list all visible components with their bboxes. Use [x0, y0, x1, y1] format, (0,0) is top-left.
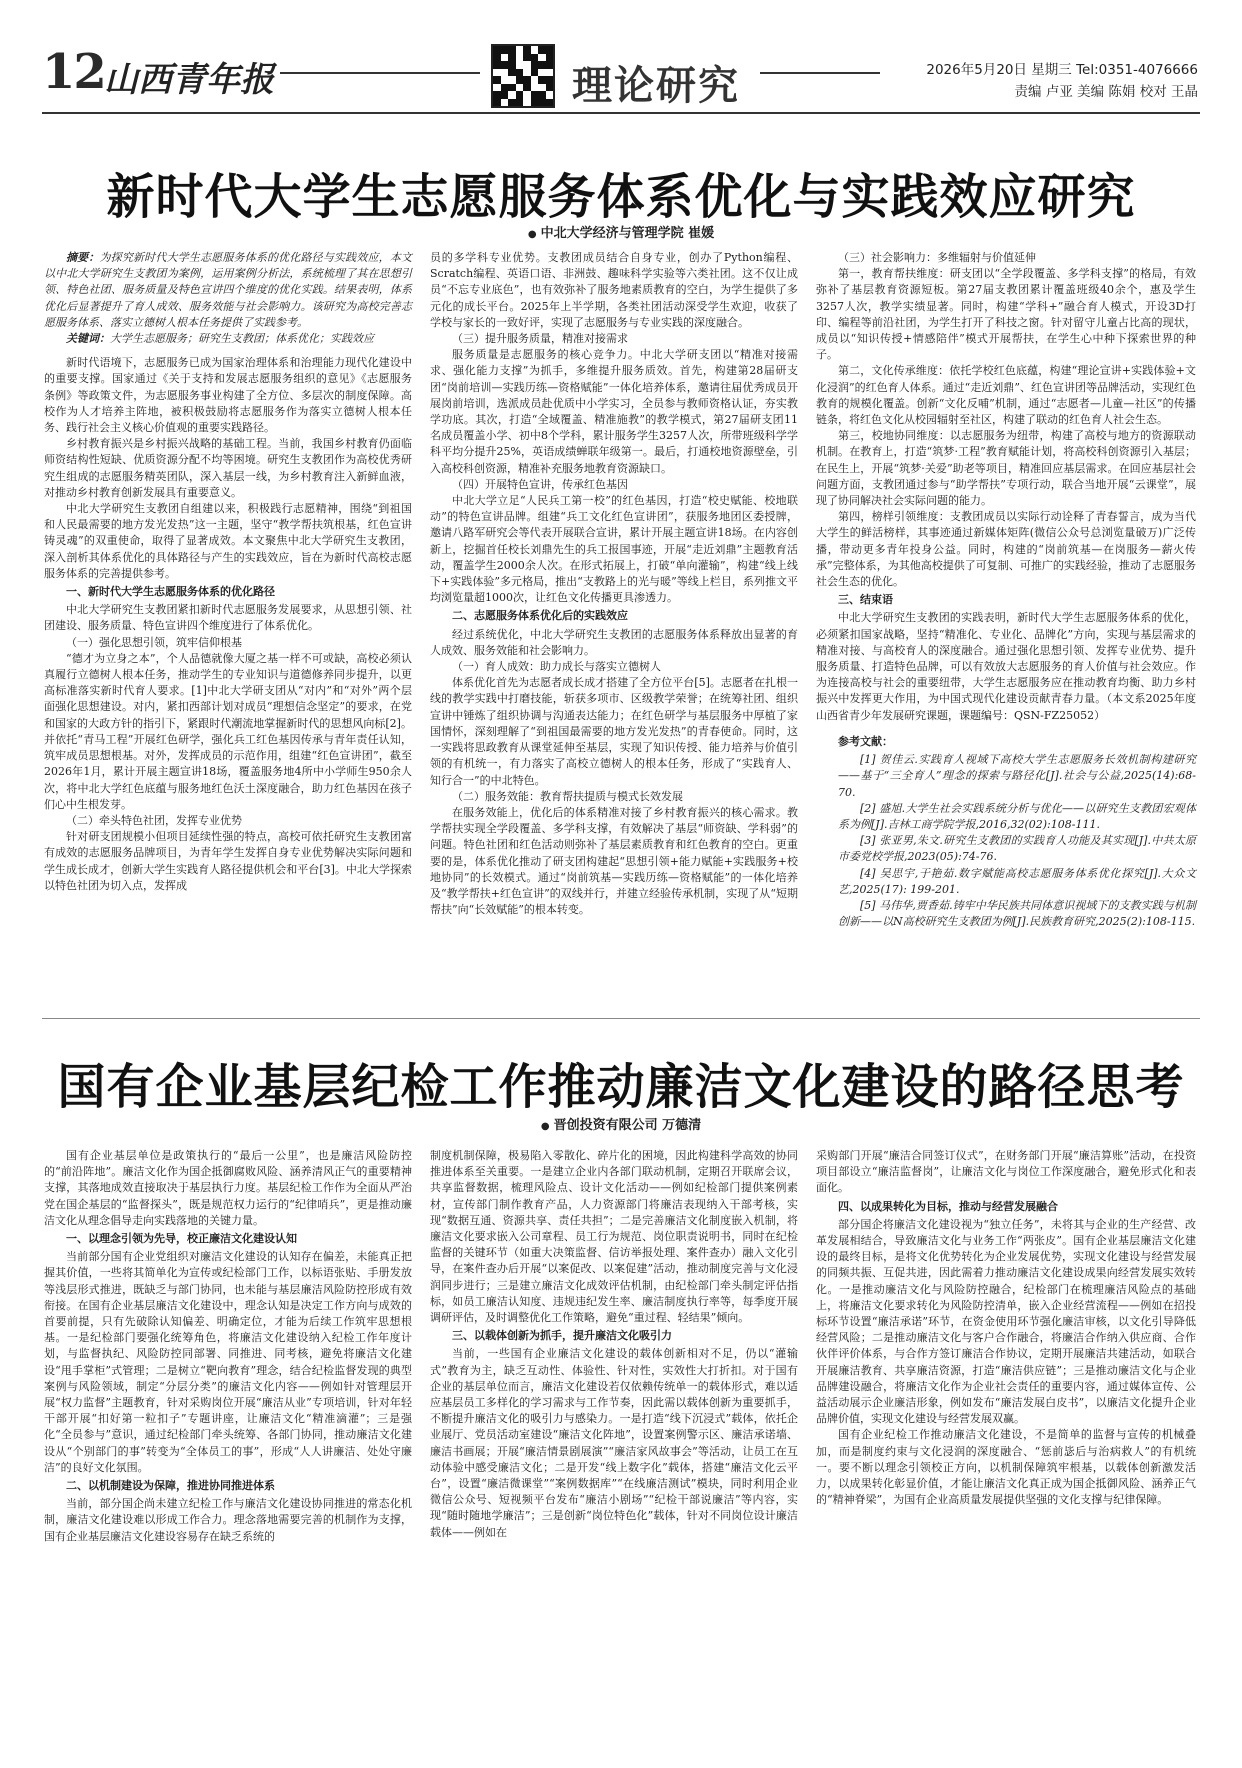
body-paragraph: 第四，榜样引领维度：支教团成员以实际行动诠释了青春誓言，成为当代大学生的鲜活榜样，其事迹通过新媒体矩阵(微信公众号总浏览量破万)广泛传播，带动更多青年投身公益。同时，构建的“岗前筑基—在岗服务—薪火传承”完整体系，为其他高校提供了可复制、可推广的实践经验，推动了志愿服务社会生态的优化。	[816, 510, 1196, 589]
qr-module	[516, 76, 524, 84]
keywords-label: 关键词：	[66, 332, 110, 346]
article2-title: 国有企业基层纪检工作推动廉洁文化建设的路径思考	[57, 1059, 1185, 1115]
spacer	[816, 724, 1196, 732]
body-paragraph: 国有企业基层单位是政策执行的“最后一公里”，也是廉洁风险防控的“前沿阵地”。廉洁文化作为国企抵御腐败风险、涵养清风正气的重要精神支撑，其落地成效直接取决于基层执行力度。基层纪检工作作为全面从严治党在国企基层的“监督探头”，既是规范权力运行的“纪律哨兵”，更是推动廉洁文化从理念倡导走向实践落地的关键力量。	[44, 1149, 412, 1227]
qr-module	[508, 76, 516, 84]
body-paragraph: 当前，一些国有企业廉洁文化建设的载体创新相对不足，仍以“灌输式”教育为主，缺乏互动性、体验性、针对性，实效性大打折扣。对于国有企业的基层单位而言，廉洁文化建设若仅依赖传统单一的载体形式，难以适应基层员工多样化的学习需求与工作节奏，因此需以载体创新为重要抓手，不断提升廉洁文化的吸引力与感染力。一是打造“线下沉浸式”载体，依托企业展厅、党员活动室建设“廉洁文化阵地”，设置案例警示区、廉洁承诺墙、廉洁书画展；开展“廉洁情景剧展演”“廉洁家风故事会”等活动，让员工在互动体验中感受廉洁文化；二是开发“线上数字化”载体，搭建“廉洁文化云平台”，设置“廉洁微课堂”“案例数据库”“在线廉洁测试”模块，同时利用企业微信公众号、短视频平台发布“廉洁小剧场”“纪检干部说廉洁”等内容，实现“随时随地学廉洁”；三是创新“岗位特色化”载体，针对不同岗位设计廉洁载体——例如在	[430, 1347, 798, 1539]
body-paragraph: 部分国企将廉洁文化建设视为“独立任务”，未将其与企业的生产经营、改革发展相结合，导致廉洁文化与业务工作“两张皮”。国有企业基层廉洁文化建设的最终目标，是将文化优势转化为企业发展优势，实现文化建设与经营发展的同频共振、互促共进，因此需着力推动廉洁文化建设成果向经营发展实效转化。一是推动廉洁文化与风险防控融合，纪检部门在梳理廉洁风险点的基础上，将廉洁文化要求转化为风险防控清单，嵌入企业经营流程——例如在招投标环节设置“廉洁承诺”环节，在资金使用环节强化廉洁审核，以文化引导降低经营风险；二是推动廉洁文化与客户合作融合，将廉洁合作纳入供应商、合作伙伴评价体系，与合作方签订廉洁合作协议，定期开展廉洁共建活动，如联合开展廉洁教育、共享廉洁资源，打造“廉洁供应链”；三是推动廉洁文化与企业品牌建设融合，将廉洁文化作为企业社会责任的重要内容，通过媒体宣传、公益活动展示企业廉洁形象，例如发布“廉洁发展白皮书”，以廉洁文化提升企业品牌价值，实现文化建设与经营发展双赢。	[816, 1217, 1196, 1426]
qr-module	[546, 61, 554, 69]
article1-author: 中北大学经济与管理学院 崔媛	[540, 226, 715, 241]
qr-module	[516, 54, 524, 62]
body-paragraph: 国有企业纪检工作推动廉洁文化建设，不是简单的监督与宣传的机械叠加，而是制度约束与文化浸润的深度融合、“惩前毖后与治病救人”的有机统一。要不断以理念引领校正方向，以机制保障筑牢根基，以载体创新激发活力，以成果转化彰显价值，才能让廉洁文化真正成为国企抵御风险、涵养正气的“精神脊梁”，为国有企业高质量发展提供坚强的文化支撑与纪律保障。	[816, 1428, 1196, 1507]
subsection-heading: （二）牵头特色社团，发挥专业优势	[66, 813, 242, 827]
qr-module	[538, 99, 546, 107]
header-divider	[42, 112, 1200, 114]
qr-module	[508, 46, 516, 54]
body-paragraph: 当前，部分国企尚未建立纪检工作与廉洁文化建设协同推进的常态化机制，廉洁文化建设难以形成工作合力。理念落地需要完善的机制作为支撑，国有企业基层廉洁文化建设容易存在缺乏系统的	[44, 1497, 412, 1543]
issue-date: 2026年5月20日 星期三 Tel:0351-4076666	[926, 62, 1198, 78]
qr-module	[501, 61, 509, 69]
body-paragraph: 采购部门开展“廉洁合同签订仪式”，在财务部门开展“廉洁算账”活动，在投资项目部设立“廉洁监督岗”，让廉洁文化与岗位工作深度融合，避免形式化和表面化。	[816, 1149, 1196, 1195]
abstract	[44, 250, 412, 331]
qr-module	[523, 61, 531, 69]
qr-module	[523, 99, 531, 107]
subsection-heading: （四）开展特色宣讲，传承红色基因	[452, 477, 628, 491]
article2-column-3	[816, 1148, 1196, 1508]
body-paragraph: 中北大学研究生支教团的实践表明，新时代大学生志愿服务体系的优化，必须紧扣国家战略，坚持“精准化、专业化、品牌化”方向，实现与基层需求的精准对接、与高校育人的深度融合。通过强化思想引领、发挥专业优势、提升服务质量、打造特色品牌，可以有效放大志愿服务的育人价值与社会效应。作为连接高校与社会的重要纽带，大学生志愿服务应在推动教育均衡、助力乡村振兴中发挥更大作用，为中国式现代化建设贡献青春力量。（本文系2025年度山西省青少年发展研究课题，课题编号：QSN-FZ25052）	[816, 611, 1196, 722]
qr-module	[516, 99, 524, 107]
qr-module	[501, 99, 509, 107]
qr-module	[531, 76, 539, 84]
body-paragraph: 中北大学研究生支教团自组建以来，积极践行志愿精神，围绕“到祖国和人民最需要的地方发光发热”这一主题，坚守“教学帮扶筑根基，红色宣讲铸灵魂”的双重使命，取得了显著成效。本文聚焦中北大学研究生支教团，深入剖析其体系优化的具体路径与产生的实践效应，旨在为新时代高校志愿服务体系的完善提供参考。	[44, 502, 412, 580]
subsection-heading: （一）育人成效：助力成长与落实立德树人	[452, 660, 661, 674]
body-paragraph: 第二，文化传承维度：依托学校红色底蕴，构建“理论宣讲+实践体验+文化浸润”的红色育人体系。通过“走近刘鼎”、红色宣讲团等品牌活动，实现红色教育的规模化覆盖。创新“文化反哺”机制，通过“志愿者—儿童—社区”的传播链条，将红色文化从校园辐射至社区，构建了联动的红色育人社会生态。	[816, 364, 1196, 427]
qr-module	[516, 46, 524, 54]
section-heading: 二、以机制建设为保障，推进协同推进体系	[66, 1479, 275, 1493]
qr-module	[493, 69, 501, 77]
qr-module	[501, 84, 509, 92]
spacer	[44, 347, 412, 355]
qr-module	[531, 61, 539, 69]
references-heading: 参考文献：	[838, 734, 893, 748]
body-paragraph: 经过系统优化，中北大学研究生支教团的志愿服务体系释放出显著的育人成效、服务效能和社会影响力。	[430, 627, 798, 657]
qr-module	[523, 69, 531, 77]
qr-module	[501, 76, 509, 84]
qr-module	[546, 54, 554, 62]
qr-module	[516, 69, 524, 77]
qr-module	[531, 69, 539, 77]
subsection-heading: （三）提升服务质量，精准对接需求	[452, 332, 628, 346]
body-paragraph: 乡村教育振兴是乡村振兴战略的基础工程。当前，我国乡村教育仍面临师资结构性短缺、优质资源分配不均等困境。研究生支教团作为高校优秀研究生组成的志愿服务精英团队，深入基层一线，为乡村教育注入新鲜血液，对推动乡村教育创新发展具有重要意义。	[44, 437, 412, 499]
header-rule-left	[280, 72, 480, 74]
qr-module	[501, 46, 509, 54]
qr-module	[493, 61, 501, 69]
article2-column-2	[430, 1148, 798, 1541]
qr-module	[546, 84, 554, 92]
abstract-text: 为探究新时代大学生志愿服务体系的优化路径与实践效应，本文以中北大学研究生支教团为案例，运用案例分析法，系统梳理了其在思想引领、特色社团、服务质量及特色宣讲四个维度的优化实践。结果表明，体系优化后显著提升了育人成效、服务效能与社会影响力。该研究为高校完善志愿服务体系、落实立德树人根本任务提供了实践参考。	[44, 251, 412, 329]
keywords	[44, 331, 412, 347]
article1-column-3	[816, 250, 1196, 930]
newspaper-logo: 山西青年报	[104, 60, 274, 100]
subsection-heading: （一）强化思想引领，筑牢信仰根基	[66, 635, 242, 649]
body-paragraph: 在服务效能上，优化后的体系精准对接了乡村教育振兴的核心需求。教学帮扶实现全学段覆盖、多学科支撑，有效解决了基层“师资缺、学科弱”的问题。特色社团和红色活动则弥补了基层素质教育和红色教育的空白。更重要的是，体系优化推动了研支团构建起“思想引领+能力赋能+实践服务+校地协同”的长效模式。通过“岗前筑基—实践历练—资格赋能”的一体化培养及“教学帮扶+红色宣讲”的双线并行，并建立经验传承机制，实现了从“短期帮扶”向“长效赋能”的根本转变。	[430, 805, 798, 917]
body-paragraph: 第一，教育帮扶维度：研支团以“全学段覆盖、多学科支撑”的格局，有效弥补了基层教育资源短板。第27届支教团累计覆盖班级40余个，惠及学生3257人次，教学实绩显著。同时，构建“学科+”融合育人模式，开设3D打印、编程等前沿社团，为学生打开了科技之窗。针对留守儿童占比高的现状，成员以“知识传授+情感陪伴”模式开展帮扶，在学生心中种下探索世界的种子。	[816, 267, 1196, 362]
body-paragraph: 员的多学科专业优势。支教团成员结合自身专业，创办了Python编程、Scratch编程、英语口语、非洲鼓、趣味科学实验等六类社团。这不仅让成员“不忘专业底色”，也有效弥补了服务地素质教育的空白，为学生提供了多元化的成长平台。2025年上半学期，各类社团活动深受学生欢迎，收获了学校与家长的一致好评，实现了志愿服务与专业实践的深度融合。	[430, 251, 798, 329]
article1-column-1	[44, 250, 412, 894]
abstract-label: 摘要：	[66, 251, 100, 264]
qr-module	[508, 99, 516, 107]
qr-module	[508, 84, 516, 92]
qr-module	[493, 99, 501, 107]
qr-module	[531, 91, 539, 99]
section-heading: 一、新时代大学生志愿服务体系的优化路径	[66, 585, 275, 599]
article2-column-1	[44, 1148, 412, 1545]
qr-module	[508, 69, 516, 77]
header-rule-right	[760, 72, 880, 74]
body-paragraph: “德才为立身之本”，个人品德就像大厦之基一样不可或缺，高校必须认真履行立德树人根本任务，推动学生的专业知识与道德修养同步提升，以更高标准落实新时代育人要求。[1]中北大学研支团从“对内”和“对外”两个层面强化思想建设。对内，紧扣西部计划对成员“理想信念坚定”的要求，在党和国家的大政方针的指引下，紧跟时代潮流地掌握新时代的思想风向标[2]。并依托“青马工程”开展红色研学，强化兵工红色基因传承与青年责任认知，筑牢成员思想根基。对外，发挥成员的示范作用，组建“红色宣讲团”，截至2026年1月，累计开展主题宣讲18场，覆盖服务地4所中小学师生950余人次，将中北大学红色底蕴与服务地红色沃土深度融合，助力红色基因在孩子们心中生根发芽。	[44, 651, 412, 811]
subsection-heading: （三）社会影响力：多维辐射与价值延伸	[838, 251, 1036, 264]
section-heading: 三、结束语	[838, 593, 893, 607]
article1-byline: ● 中北大学经济与管理学院 崔媛	[527, 226, 715, 241]
section-title: 理论研究	[572, 62, 740, 109]
qr-module	[538, 91, 546, 99]
section-heading: 四、以成果转化为目标，推动与经营发展融合	[838, 1199, 1058, 1213]
page-number: 12	[42, 44, 105, 100]
qr-module	[501, 54, 509, 62]
body-paragraph: 新时代语境下，志愿服务已成为国家治理体系和治理能力现代化建设中的重要支撑。国家通过《关于支持和发展志愿服务组织的意见》《志愿服务条例》等政策文件，为志愿服务事业构建了全方位、多层次的制度保障。高校作为人才培养主阵地，被积极鼓励将志愿服务作为落实立德树人根本任务、践行社会主义核心价值观的重要实践路径。	[44, 356, 412, 435]
qr-module	[538, 69, 546, 77]
article2-byline: ● 晋创投资有限公司 万德清	[540, 1118, 702, 1133]
article2-author: 晋创投资有限公司 万德清	[553, 1118, 702, 1133]
body-paragraph: 针对研支团规模小但项目延续性强的特点，高校可依托研究生支教团富有成效的志愿服务品牌项目，为青年学生发挥自身专业优势解决实际问题和学生成长成才，创新大学生实践育人路径提供机会和平台[3]。中北大学探索以特色社团为切入点，发挥成	[44, 830, 412, 892]
qr-module	[493, 91, 501, 99]
qr-module	[538, 54, 546, 62]
qr-module	[501, 69, 509, 77]
body-paragraph: 制度机制保障，极易陷入零散化、碎片化的困境，因此构建科学高效的协同推进体系至关重要。一是建立企业内各部门联动机制，定期召开联席会议，共享监督数据，梳理风险点、设计文化活动——例如纪检部门提供案例素材，宣传部门制作教育产品，人力资源部门将廉洁表现纳入干部考核，实现“数据互通、资源共享、责任共担”；二是完善廉洁文化制度嵌入机制，将廉洁文化要求嵌入公司章程、员工行为规范、岗位职责说明书，同时在纪检监督的关键环节（如重大决策监督、信访举报处理、案件查办）融入文化引导，在案件查办后开展“以案促改、以案促建”活动，推动制度完善与文化浸润同步进行；三是建立廉洁文化成效评估机制，由纪检部门牵头制定评估指标，如员工廉洁认知度、违规违纪发生率、廉洁制度执行率等，每季度开展调研评估，及时调整优化工作策略，避免“重过程、轻结果”倾向。	[430, 1149, 798, 1325]
article1-title: 新时代大学生志愿服务体系优化与实践效应研究	[106, 169, 1136, 225]
qr-module	[538, 61, 546, 69]
editor-credits: 责编 卢亚 美编 陈娟 校对 王晶	[1014, 84, 1198, 100]
qr-module	[493, 46, 501, 54]
qr-module	[516, 61, 524, 69]
section-heading: 一、以理念引领为先导，校正廉洁文化建设认知	[66, 1232, 297, 1246]
qr-module	[516, 91, 524, 99]
qr-module	[531, 84, 539, 92]
reference-item: [1] 贺佳云.实践育人视域下高校大学生志愿服务长效机制构建研究——基于“三全育人”理念的探索与路径化[J].社会与公益,2025(14):68-70.	[838, 753, 1196, 799]
qr-module	[523, 84, 531, 92]
qr-module	[531, 54, 539, 62]
qr-module	[493, 76, 501, 84]
reference-item: [5] 马伟华,贾香茹.铸牢中华民族共同体意识视域下的支教实践与机制创新——以N高校研究生支教团为例[J].民族教育研究,2025(2):108-115.	[838, 898, 1196, 929]
reference-item: [4] 吴思宇,于艳茹.数字赋能高校志愿服务体系优化探究[J].大众文艺,2025(17): 199-201.	[838, 866, 1196, 896]
qr-code-icon	[491, 44, 555, 108]
qr-module	[523, 46, 531, 54]
qr-module	[508, 61, 516, 69]
keywords-text: 大学生志愿服务；研究生支教团；体系优化；实践效应	[110, 332, 374, 346]
qr-module	[508, 91, 516, 99]
body-paragraph: 当前部分国有企业党组织对廉洁文化建设的认知存在偏差，未能真正把握其价值，一些将其简单化为宣传或纪检部门工作，以标语张贴、手册发放等浅层形式推进，既缺乏与部门协同，也未能与基层廉洁风险防控形成有效衔接。在国有企业基层廉洁文化建设中，理念认知是决定工作方向与成效的首要前提，只有先破除认知偏差、明确定位，才能为后续工作筑牢思想根基。一是纪检部门要强化统筹角色，将廉洁文化建设纳入纪检工作年度计划，与监督执纪、风险防控同部署、同推进、同考核，避免将廉洁文化建设“甩手掌柜”式管理；二是树立“靶向教育”理念，结合纪检监督发现的典型案例与风险领域，制定“分层分类”的廉洁文化内容——例如针对管理层开展“权力监督”主题教育，针对采购岗位开展“廉洁从业”专项培训，针对年轻干部开展“扣好第一粒扣子”专题讲座，让廉洁文化“精准滴灌”；三是强化“全员参与”意识，通过纪检部门牵头统筹、各部门协同，推动廉洁文化建设从“个别部门的事”转变为“全体员工的事”，形成“人人讲廉洁、处处守廉洁”的良好文化氛围。	[44, 1250, 412, 1474]
qr-module	[546, 69, 554, 77]
qr-module	[501, 91, 509, 99]
qr-module	[523, 54, 531, 62]
qr-module	[508, 54, 516, 62]
qr-module	[493, 54, 501, 62]
body-paragraph: 服务质量是志愿服务的核心竞争力。中北大学研支团以“精准对接需求、强化能力支撑”为抓手，多维提升服务质效。首先，构建第28届研支团“岗前培训—实践历练—资格赋能”一体化培养体系，邀请往届优秀成员开展岗前培训，选派成员赴优质中小学实习，全员参与教师资格认证，夯实教学功底。其次，打造“全域覆盖、精准施教”的教学模式，第27届研支团11名成员覆盖小学、初中8个学科，累计服务学生3257人次，所带班级科学学科平均分提升25%，英语成绩蝉联年级第一。最后，打通校地资源壁垒，引入高校科创资源，精准补充服务地教育资源缺口。	[430, 348, 798, 475]
qr-module	[523, 91, 531, 99]
section-heading: 二、志愿服务体系优化后的实践效应	[452, 609, 628, 623]
article-divider	[42, 1018, 1200, 1019]
body-paragraph: 体系优化首先为志愿者成长成才搭建了全方位平台[5]。志愿者在扎根一线的教学实践中打磨技能，斩获多项市、区级教学荣誉；在统筹社团、组织宣讲中锤炼了组织协调与沟通表达能力；在红色研学与基层服务中厚植了家国情怀，深刻理解了“到祖国最需要的地方发光发热”的青春使命。同时，这一实践将思政教育从课堂延伸至基层，实现了知识传授、能力培养与价值引领的有机统一，有力落实了高校立德树人的根本任务，形成了“实践育人、知行合一”的中北特色。	[430, 676, 798, 787]
qr-module	[531, 99, 539, 107]
qr-module	[538, 84, 546, 92]
reference-item: [2] 盛旭.大学生社会实践系统分析与优化——以研究生支教团宏观体系为例[J].吉林工商学院学报,2016,32(02):108-111.	[838, 801, 1196, 831]
qr-module	[516, 84, 524, 92]
section-heading: 三、以载体创新为抓手，提升廉洁文化吸引力	[452, 1329, 672, 1343]
qr-module	[523, 76, 531, 84]
qr-module	[546, 46, 554, 54]
qr-module	[538, 76, 546, 84]
body-paragraph: 中北大学研究生支教团紧扣新时代志愿服务发展要求，从思想引领、社团建设、服务质量、特色宣讲四个维度进行了体系优化。	[44, 603, 412, 633]
qr-module	[546, 91, 554, 99]
qr-module	[546, 76, 554, 84]
body-paragraph: 中北大学立足“人民兵工第一校”的红色基因，打造“校史赋能、校地联动”的特色宣讲品牌。组建“兵工文化红色宣讲团”，获服务地团区委授牌，邀请八路军研究会等代表开展联合宣讲，累计开展主题宣讲18场。在内容创新上，挖掘首任校长刘鼎先生的兵工报国事迹，开展“走近刘鼎”主题教育活动，覆盖学生2000余人次。在形式拓展上，打破“单向灌输”，构建“线上线下+实践体验”多元格局，推出“支教路上的光与暖”等线上栏目，系列推文平均浏览量超1000次，让红色文化传播更具渗透力。	[430, 494, 798, 605]
qr-module	[538, 46, 546, 54]
article1-column-2	[430, 250, 798, 918]
body-paragraph: 第三，校地协同维度：以志愿服务为纽带，构建了高校与地方的资源联动机制。在教育上，打造“筑梦·工程”教育赋能计划，将高校科创资源引入基层；在民生上，开展“筑梦·关爱”助老等项目，精准回应基层需求。在回应基层社会问题方面，支教团通过参与“助学帮扶”专项行动，联合当地开展“云课堂”，展现了协同解决社会实际问题的能力。	[816, 429, 1196, 508]
qr-module	[493, 84, 501, 92]
subsection-heading: （二）服务效能：教育帮扶提质与模式长效发展	[452, 789, 683, 803]
qr-module	[531, 46, 539, 54]
qr-module	[546, 99, 554, 107]
reference-item: [3] 张亚男,朱文.研究生支教团的实践育人功能及其实现[J].中共太原市委党校学报,2023(05):74-76.	[838, 834, 1196, 864]
masthead	[0, 0, 1242, 118]
